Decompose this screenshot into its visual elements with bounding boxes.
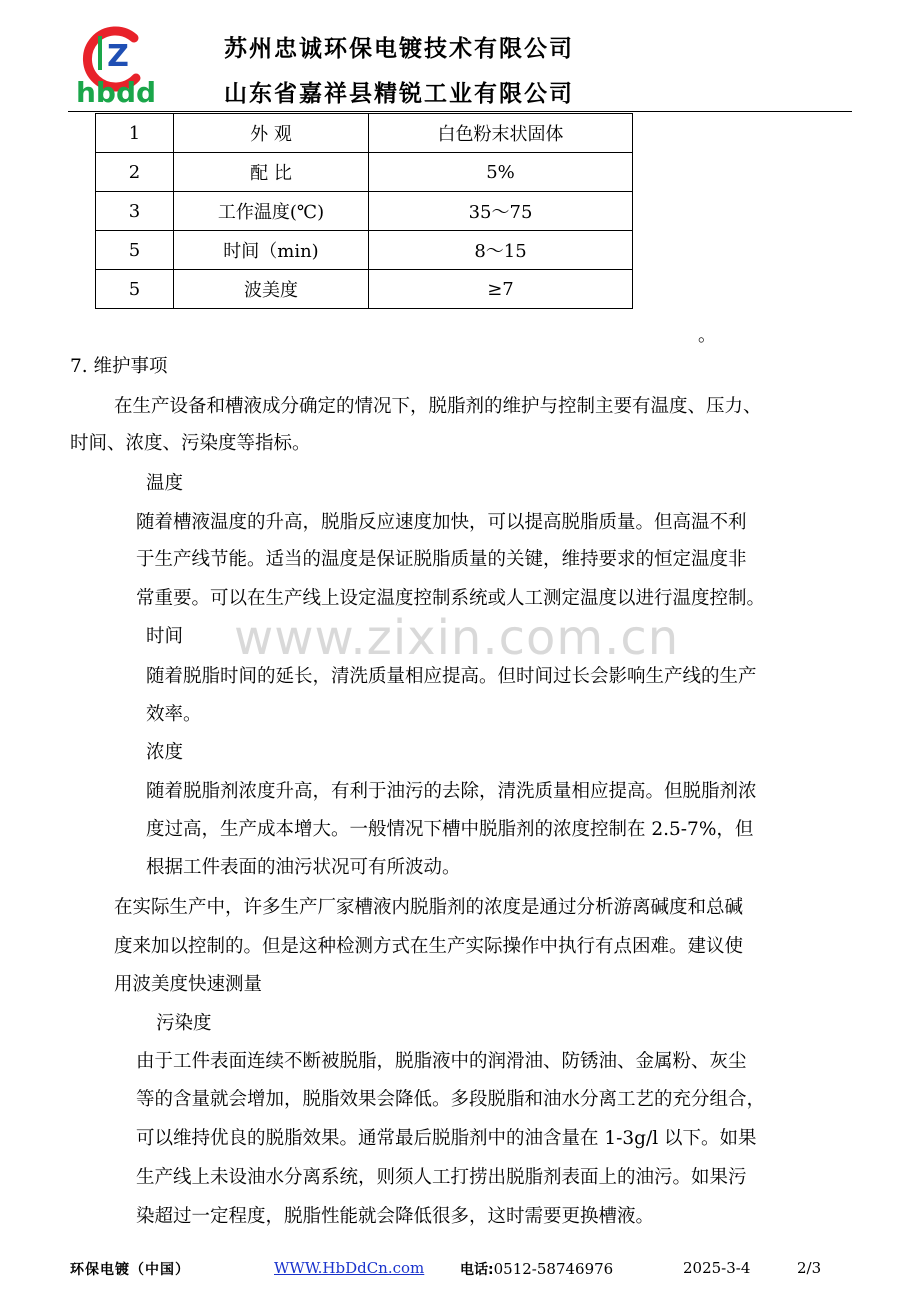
section-title: 7. 维护事项 [70,356,168,377]
subheading-time: 时间 [146,626,184,647]
footer-organization: 环保电镀（中国） [70,1262,190,1278]
svg-text:Z: Z [107,39,129,74]
paragraph-line: 生产线上未设油水分离系统，则须人工打捞出脱脂剂表面上的油污。如果污 [136,1167,747,1188]
row-number: 1 [96,114,174,153]
company-name-primary: 苏州忠诚环保电镀技术有限公司 [224,36,574,62]
row-property: 工作温度(℃) [174,192,369,231]
row-number: 5 [96,231,174,270]
row-value: ≥7 [369,270,633,309]
row-value: 8～15 [369,231,633,270]
row-value: 白色粉末状固体 [369,114,633,153]
paragraph-line: 常重要。可以在生产线上设定温度控制系统或人工测定温度以进行温度控制。 [136,588,766,609]
footer-phone [460,1259,613,1279]
table-row [96,192,633,231]
logo-wordmark: hbdd [76,76,157,109]
row-value: 5% [369,153,633,192]
watermark: www.zixin.com.cn [234,610,680,666]
phone-label: 电话: [460,1262,494,1278]
paragraph-line: 染超过一定程度，脱脂性能就会降低很多，这时需要更换槽液。 [136,1206,655,1227]
paragraph-line: 用波美度快速测量 [114,974,263,995]
row-property: 波美度 [174,270,369,309]
footer-date: 2025-3-4 [683,1259,751,1277]
paragraph-line: 在实际生产中，许多生产厂家槽液内脱脂剂的浓度是通过分析游离碱度和总碱 [114,897,744,918]
paragraph-line: 于生产线节能。适当的温度是保证脱脂质量的关键，维持要求的恒定温度非 [136,549,747,570]
spec-table [95,113,633,309]
paragraph-line: 效率。 [146,704,202,725]
table-row [96,231,633,270]
subheading-concentration: 浓度 [146,742,184,763]
table-row [96,114,633,153]
table-row [96,270,633,309]
paragraph-line: 随着脱脂时间的延长，清洗质量相应提高。但时间过长会影响生产线的生产 [146,666,757,687]
footer-website-link[interactable]: WWW.HbDdCn.com [274,1259,425,1277]
table-row [96,153,633,192]
paragraph-line: 根据工件表面的油污状况可有所波动。 [146,857,461,878]
row-number: 5 [96,270,174,309]
company-name-secondary: 山东省嘉祥县精锐工业有限公司 [224,81,574,107]
phone-number: 0512-58746976 [493,1260,614,1278]
paragraph-line: 随着脱脂剂浓度升高，有利于油污的去除，清洗质量相应提高。但脱脂剂浓 [146,781,757,802]
row-property: 外 观 [174,114,369,153]
row-property: 时间（min) [174,231,369,270]
paragraph-line: 度过高，生产成本增大。一般情况下槽中脱脂剂的浓度控制在 2.5-7%，但 [146,819,754,840]
paragraph-line: 时间、浓度、污染度等指标。 [70,433,311,454]
stray-punctuation: 。 [698,325,716,346]
subheading-pollution: 污染度 [156,1013,212,1034]
paragraph-line: 等的含量就会增加，脱脂效果会降低。多段脱脂和油水分离工艺的充分组合， [136,1089,766,1110]
row-value: 35～75 [369,192,633,231]
row-number: 3 [96,192,174,231]
paragraph-line: 度来加以控制的。但是这种检测方式在生产实际操作中执行有点困难。建议使 [114,936,744,957]
paragraph-line: 随着槽液温度的升高，脱脂反应速度加快，可以提高脱脂质量。但高温不利 [136,512,747,533]
row-number: 2 [96,153,174,192]
paragraph-line: 可以维持优良的脱脂效果。通常最后脱脂剂中的油含量在 1-3g/l 以下。如果 [136,1128,757,1149]
paragraph-line: 在生产设备和槽液成分确定的情况下，脱脂剂的维护与控制主要有温度、压力、 [114,396,762,417]
page-number: 2/3 [797,1259,822,1277]
row-property: 配 比 [174,153,369,192]
subheading-temperature: 温度 [146,473,184,494]
header-divider [68,111,852,112]
paragraph-line: 由于工件表面连续不断被脱脂，脱脂液中的润滑油、防锈油、金属粉、灰尘 [136,1051,747,1072]
